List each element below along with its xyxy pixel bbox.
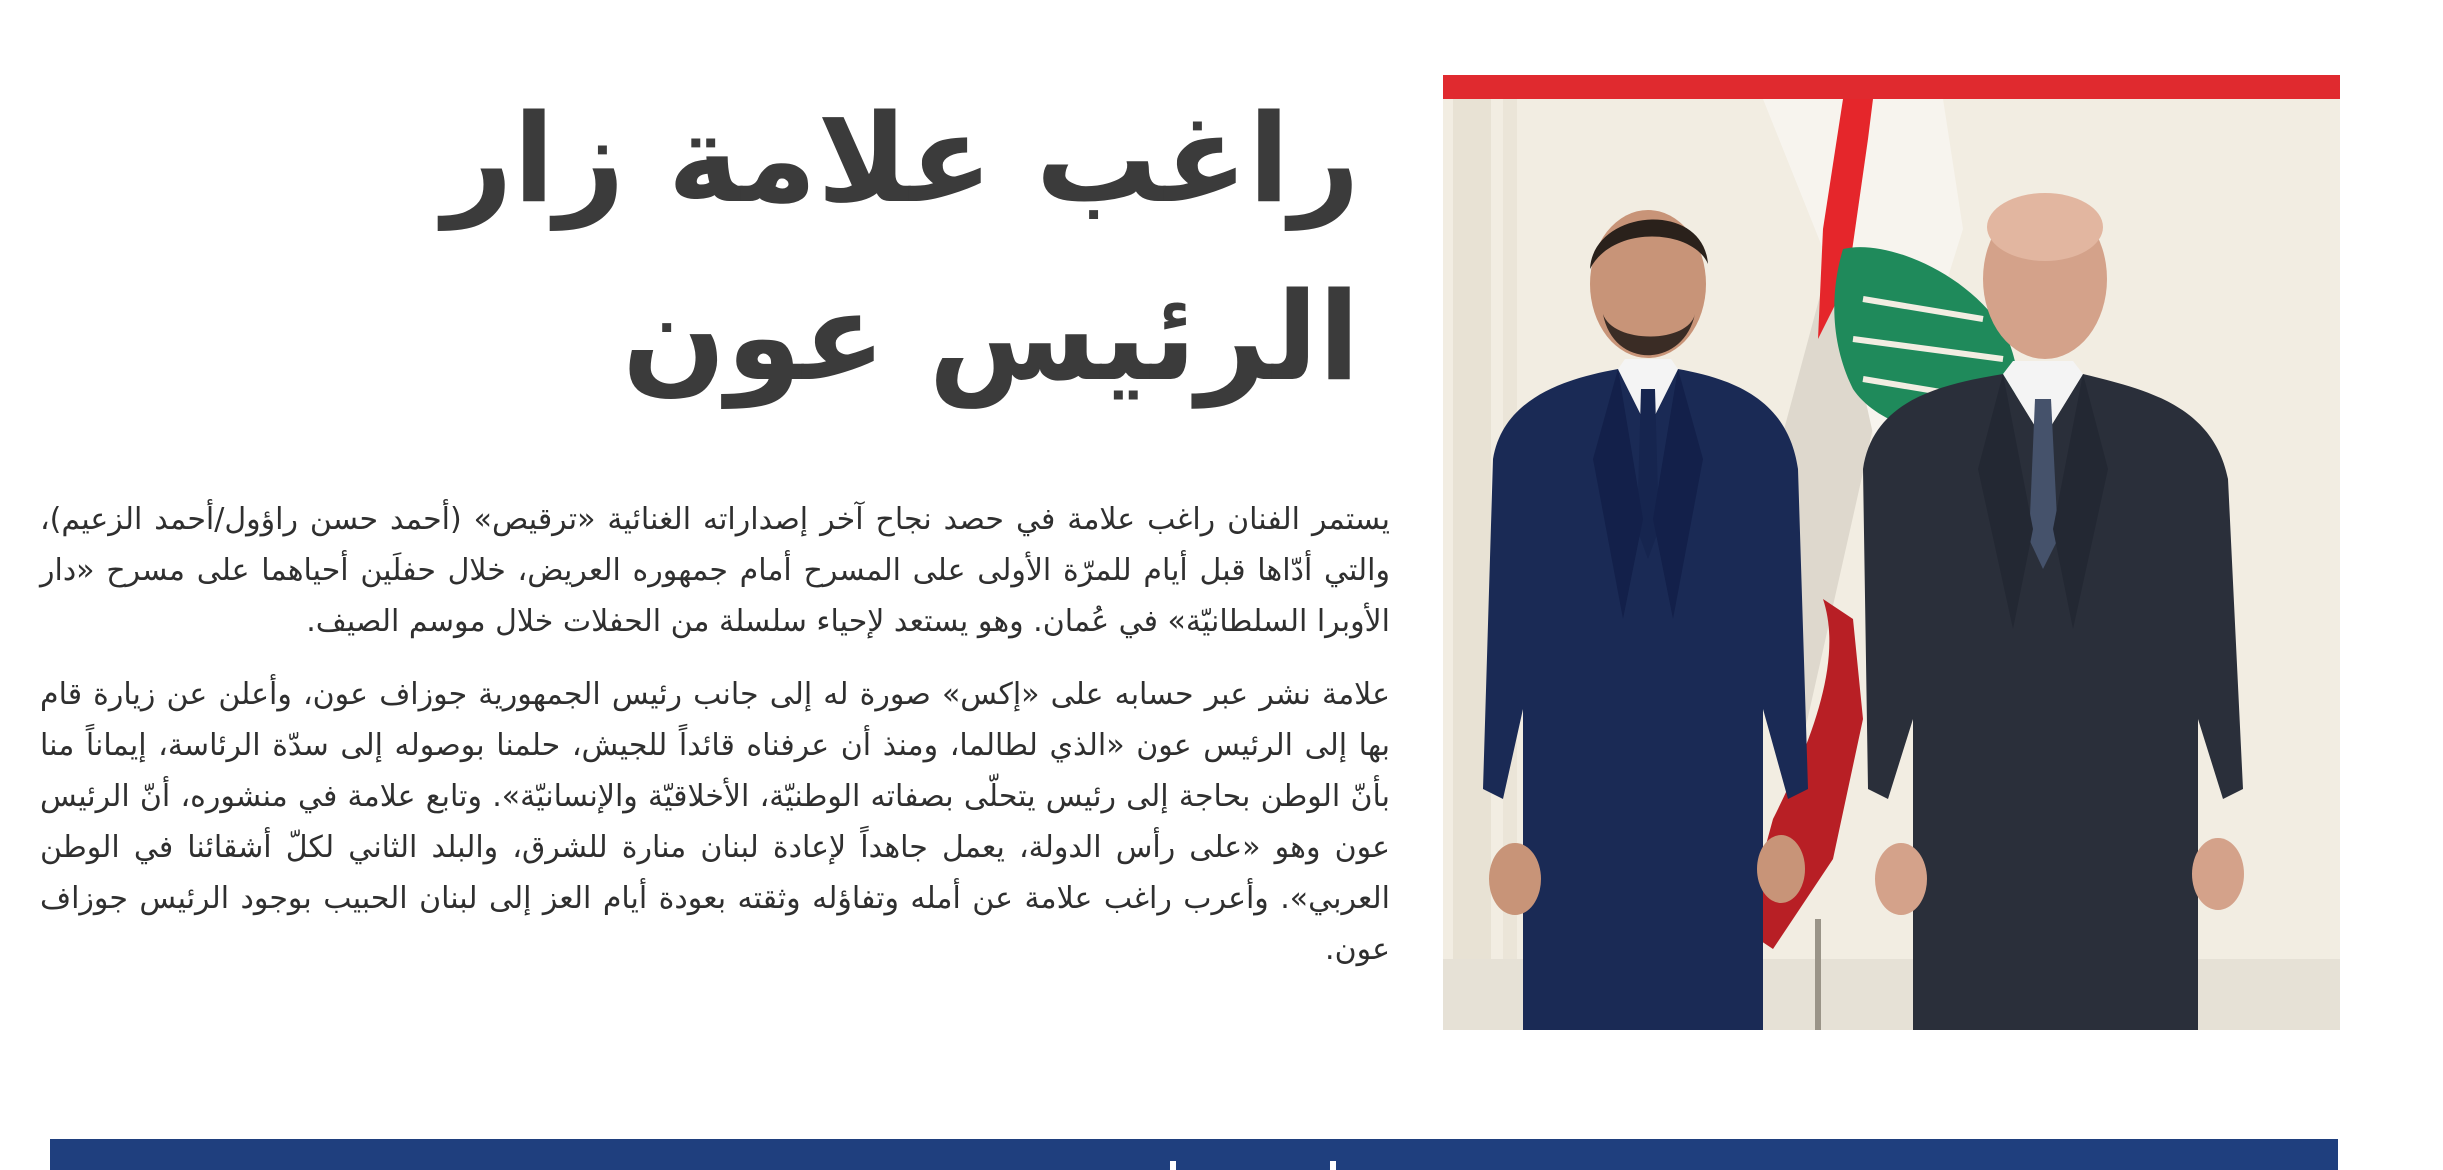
headline-line-2: الرئيس عون [621, 266, 1360, 408]
article-photo [1443, 75, 2340, 1030]
article-body [40, 494, 1390, 997]
article-headline [440, 70, 1360, 426]
bottom-banner [50, 1139, 2338, 1170]
bottom-banner-glyph [1170, 1161, 1176, 1170]
article-paragraph-1: يستمر الفنان راغب علامة في حصد نجاح آخر إصداراته الغنائية «ترقيص» (أحمد حسن راؤول/أحمد الزعيم)، والتي أدّاها قبل أيام للمرّة الأولى على المسرح أمام جمهوره العريض، خلال حفلَين أحياهما على مسرح «دار الأوبرا السلطانيّة» في عُمان. وهو يستعد لإحياء سلسلة من الحفلات خلال موسم الصيف. [40, 502, 1390, 639]
article-paragraph-2: علامة نشر عبر حسابه على «إكس» صورة له إلى جانب رئيس الجمهورية جوزاف عون، وأعلن عن زيارة قام بها إلى الرئيس عون «الذي لطالما، ومنذ أن عرفناه قائداً للجيش، حلمنا بوصوله إلى سدّة الرئاسة، إيماناً منا بأنّ الوطن بحاجة إلى رئيس يتحلّى بصفاته الوطنيّة، الأخلاقيّة والإنسانيّة». وتابع علامة في منشوره، أنّ الرئيس عون وهو «على رأس الدولة، يعمل جاهداً لإعادة لبنان منارة للشرق، والبلد الثاني لكلّ أشقائنا في الوطن العربي». وأعرب راغب علامة عن أمله وتفاؤله وثقته بعودة أيام العز إلى لبنان الحبيب بوجود الرئيس جوزاف عون. [40, 677, 1390, 967]
headline-line-1: راغب علامة زار [442, 88, 1360, 230]
photo-red-accent-bar [1443, 75, 2340, 99]
photo-illustration [1443, 99, 2340, 1030]
bottom-banner-glyph [1330, 1161, 1336, 1170]
